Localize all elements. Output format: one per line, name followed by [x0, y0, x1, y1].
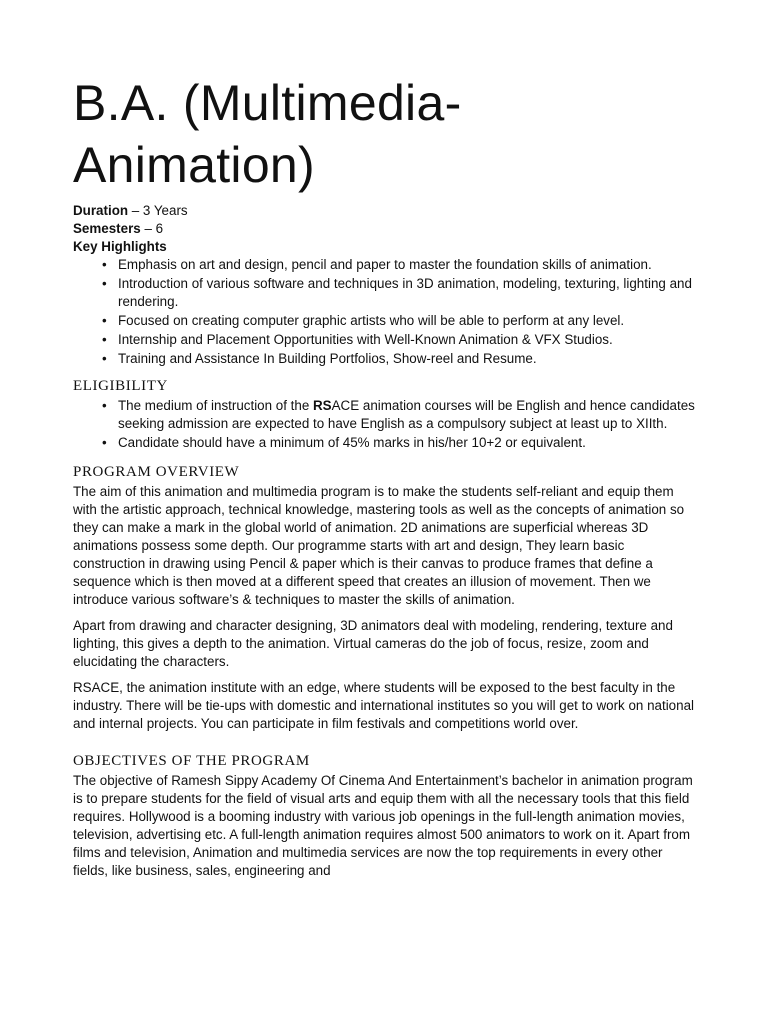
list-item-text: Internship and Placement Opportunities with Well-Known Animation & VFX Studios. — [118, 332, 613, 347]
bullet-icon: • — [102, 257, 107, 272]
eligibility-text-post: ACE animation courses will be English and hence candidates seeking admission are expected to have English as a compulsory subject at least up to XIIth. — [118, 398, 695, 431]
objectives-paragraph: The objective of Ramesh Sippy Academy Of Cinema And Entertainment’s bachelor in animation program is to prepare students for the field of visual arts and equip them with all the necessary tools that this field requires. Hollywood is a booming industry with various job openings in the full-length animation movies, television, advertising etc. A full-length animation requires almost 500 animators to work on it. Apart from films and television, Animation and multimedia services are now the top requirements in every other fields, like business, sales, engineering and — [73, 773, 693, 878]
bullet-icon: • — [102, 435, 107, 450]
duration-label: Duration — [73, 203, 129, 218]
title-line-2: Animation) — [73, 137, 315, 193]
list-item — [102, 434, 695, 452]
eligibility-list — [73, 397, 695, 452]
list-item-text: Introduction of various software and techniques in 3D animation, modeling, texturing, lighting and rendering. — [118, 276, 692, 309]
list-item-text: Training and Assistance In Building Portfolios, Show-reel and Resume. — [118, 351, 537, 366]
bullet-icon: • — [102, 276, 107, 291]
list-item-text: Candidate should have a minimum of 45% marks in his/her 10+2 or equivalent. — [118, 435, 586, 450]
key-highlights-heading — [73, 238, 695, 256]
eligibility-text-bold: RS — [313, 398, 332, 413]
list-item — [102, 256, 695, 274]
eligibility-text-pre: The medium of instruction of the — [118, 398, 314, 413]
list-item — [102, 312, 695, 330]
semesters-line — [73, 220, 695, 238]
list-item-text: Emphasis on art and design, pencil and paper to master the foundation skills of animation. — [118, 257, 652, 272]
bullet-icon: • — [102, 313, 107, 328]
key-highlights-label: Key Highlights — [73, 239, 167, 254]
overview-paragraph-1: The aim of this animation and multimedia program is to make the students self-reliant and equip them with the artistic approach, technical knowledge, mastering tools as well as the concepts of animation so they can make a mark in the global world of animation. 2D animations are superficial whereas 3D animations possess some depth. Our programme starts with art and design, They learn basic construction in drawing using Pencil & paper which is their canvas to produce frames that define a sequence which is then moved at a different speed that creates an illusion of movement. Then we introduce various software’s & techniques to master the skills of animation. — [73, 484, 685, 607]
list-item-text: Focused on creating computer graphic artists who will be able to perform at any level. — [118, 313, 625, 328]
list-item — [102, 350, 695, 368]
bullet-icon: • — [102, 351, 107, 366]
overview-paragraph-3: RSACE, the animation institute with an edge, where students will be exposed to the best faculty in the industry. There will be tie-ups with domestic and international institutes so you will get to work on national and internal projects. You can participate in film festivals and competitions world over. — [73, 680, 694, 731]
list-item — [102, 397, 695, 433]
semesters-value: – 6 — [140, 221, 164, 236]
document-page — [73, 72, 695, 888]
duration-line — [73, 202, 695, 220]
list-item — [102, 331, 695, 349]
program-overview-heading: PROGRAM OVERVIEW — [73, 464, 240, 480]
bullet-icon: • — [102, 398, 107, 413]
objectives-heading: OBJECTIVES OF THE PROGRAM — [73, 753, 310, 769]
semesters-label: Semesters — [73, 221, 141, 236]
overview-paragraph-2: Apart from drawing and character designing, 3D animators deal with modeling, rendering, texture and lighting, this gives a depth to the animation. Virtual cameras do the job of focus, resize, zoom and elucidating the characters. — [73, 618, 673, 669]
duration-value: – 3 Years — [128, 203, 188, 218]
highlights-list — [73, 256, 695, 368]
list-item — [102, 275, 695, 311]
eligibility-heading: ELIGIBILITY — [73, 378, 168, 394]
title-line-1: B.A. (Multimedia- — [73, 75, 462, 131]
bullet-icon: • — [102, 332, 107, 347]
document-title — [73, 72, 695, 196]
